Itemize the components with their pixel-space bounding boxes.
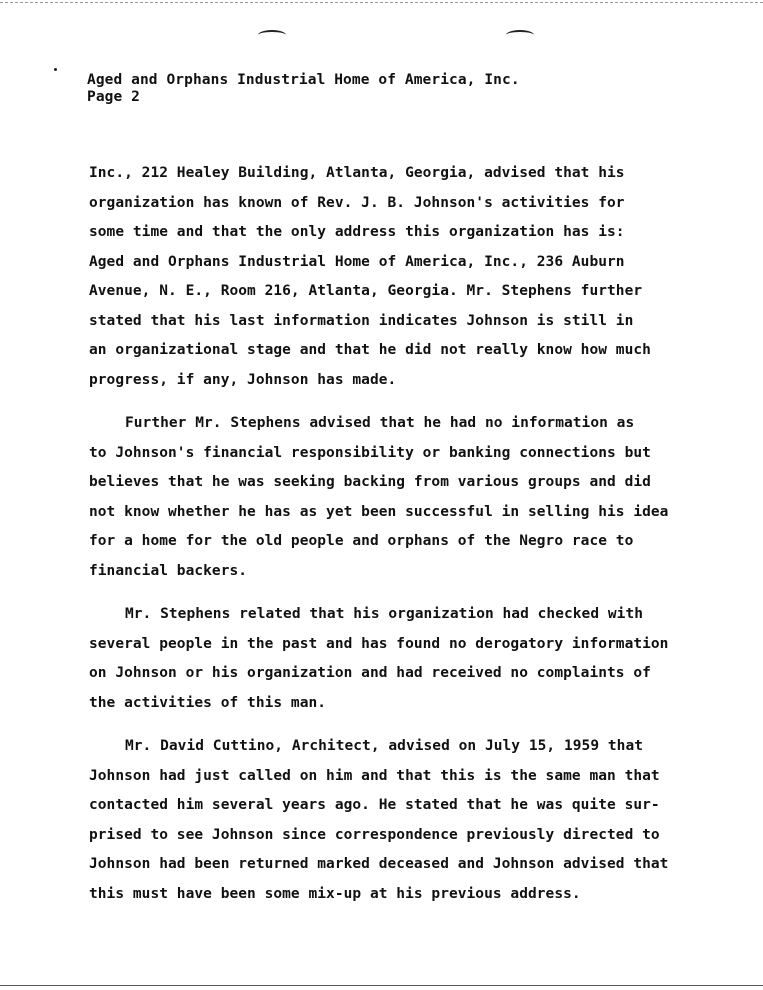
text-line: Mr. David Cuttino, Architect, advised on July 15, 1959 that — [125, 738, 644, 754]
punch-hole-mark-right — [506, 30, 534, 40]
text-line: progress, if any, Johnson has made. — [89, 371, 397, 388]
text-line: financial backers. — [89, 562, 248, 579]
text-line: Further Mr. Stephens advised that he had no information as — [125, 415, 635, 431]
text-line: Avenue, N. E., Room 216, Atlanta, Georgia. Mr. Stephens further — [89, 283, 643, 299]
text-line: Mr. Stephens related that his organization had checked with — [125, 606, 644, 622]
paragraph — [89, 159, 699, 395]
margin-dot — [54, 68, 57, 71]
text-line: Johnson had been returned marked deceased and Johnson advised that — [89, 856, 669, 872]
text-line: Aged and Orphans Industrial Home of America, Inc., 236 Auburn — [89, 253, 625, 270]
paragraph — [89, 600, 699, 718]
bottom-edge-rule — [0, 985, 763, 986]
body-text — [89, 159, 699, 923]
text-line: Johnson had just called on him and that this is the same man that — [89, 767, 660, 784]
punch-hole-mark-left — [258, 30, 286, 40]
text-line: the activities of this man. — [89, 694, 327, 711]
text-line: several people in the past and has found no derogatory information — [89, 635, 669, 652]
header-page-number: Page 2 — [87, 89, 140, 105]
text-line: an organizational stage and that he did not really know how much — [89, 342, 651, 358]
text-line: some time and that the only address this organization has is: — [89, 224, 625, 240]
text-line: contacted him several years ago. He stated that he was quite sur- — [89, 797, 660, 813]
paragraph — [89, 732, 699, 909]
page-header — [87, 72, 520, 106]
header-title: Aged and Orphans Industrial Home of America, Inc. — [87, 72, 520, 88]
text-line: for a home for the old people and orphans of the Negro race to — [89, 533, 634, 549]
text-line: Inc., 212 Healey Building, Atlanta, Georgia, advised that his — [89, 165, 625, 181]
text-line: to Johnson's financial responsibility or banking connections but — [89, 444, 651, 461]
text-line: organization has known of Rev. J. B. Johnson's activities for — [89, 194, 625, 211]
paragraph — [89, 409, 699, 586]
text-line: not know whether he has as yet been successful in selling his idea — [89, 503, 669, 520]
text-line: this must have been some mix-up at his previous address. — [89, 885, 581, 902]
top-edge-rule — [0, 2, 763, 3]
text-line: on Johnson or his organization and had received no complaints of — [89, 665, 651, 681]
text-line: believes that he was seeking backing from various groups and did — [89, 474, 651, 490]
text-line: prised to see Johnson since correspondence previously directed to — [89, 826, 660, 843]
text-line: stated that his last information indicates Johnson is still in — [89, 312, 634, 329]
